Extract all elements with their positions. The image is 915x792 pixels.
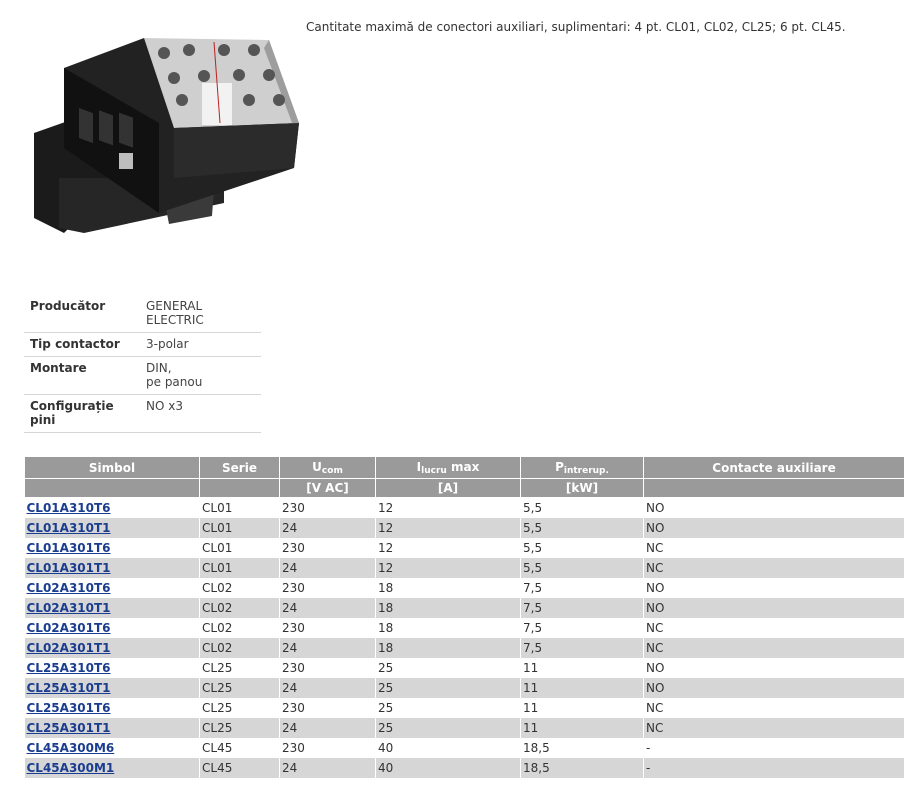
ilucru-cell: 40 [376, 758, 521, 778]
serie-cell: CL01 [200, 538, 280, 558]
contacte-cell: NO [644, 678, 905, 698]
ucom-cell: 24 [280, 518, 376, 538]
serie-cell: CL01 [200, 518, 280, 538]
pintrerup-cell: 18,5 [521, 758, 644, 778]
property-row [24, 357, 261, 395]
table-row [25, 618, 905, 638]
property-label: Montare [24, 357, 140, 395]
product-variants-table [24, 456, 905, 778]
simbol-cell [25, 758, 200, 778]
pintrerup-subscript: intrerup. [563, 465, 609, 476]
pintrerup-cell: 18,5 [521, 738, 644, 758]
simbol-cell [25, 718, 200, 738]
simbol-cell [25, 738, 200, 758]
property-row [24, 333, 261, 357]
table-row [25, 698, 905, 718]
ilucru-symbol: I [416, 459, 422, 474]
column-header-ilucru[interactable] [376, 457, 521, 479]
ucom-cell: 230 [280, 498, 376, 518]
ucom-cell: 24 [280, 558, 376, 578]
product-symbol-link[interactable]: CL02A301T1 [26, 640, 111, 655]
contacte-cell: NO [644, 658, 905, 678]
ilucru-suffix: max [446, 459, 480, 474]
property-label: Tip contactor [24, 333, 140, 357]
table-row [25, 498, 905, 518]
column-header-pintrerup[interactable] [521, 457, 644, 479]
serie-cell: CL01 [200, 498, 280, 518]
property-value: DIN, pe panou [140, 357, 261, 395]
contacte-cell: NO [644, 518, 905, 538]
unit-cell [644, 479, 905, 498]
serie-cell: CL02 [200, 618, 280, 638]
product-symbol-link[interactable]: CL02A301T6 [26, 620, 111, 635]
simbol-cell [25, 538, 200, 558]
table-row [25, 558, 905, 578]
ilucru-cell: 12 [376, 538, 521, 558]
product-symbol-link[interactable]: CL25A310T6 [26, 660, 111, 675]
serie-cell: CL25 [200, 678, 280, 698]
ucom-symbol: U [312, 459, 322, 474]
property-value: 3-polar [140, 333, 261, 357]
contacte-cell: NO [644, 598, 905, 618]
contacte-cell: NC [644, 718, 905, 738]
contacte-cell: - [644, 758, 905, 778]
ucom-subscript: com [321, 465, 343, 476]
serie-cell: CL01 [200, 558, 280, 578]
pintrerup-cell: 5,5 [521, 498, 644, 518]
pintrerup-cell: 11 [521, 718, 644, 738]
pintrerup-symbol: P [555, 459, 564, 474]
table-row [25, 678, 905, 698]
pintrerup-cell: 11 [521, 678, 644, 698]
unit-cell: [A] [376, 479, 521, 498]
serie-cell: CL02 [200, 638, 280, 658]
simbol-cell [25, 518, 200, 538]
simbol-cell [25, 638, 200, 658]
table-header-row [25, 457, 905, 479]
table-row [25, 638, 905, 658]
ucom-cell: 24 [280, 598, 376, 618]
ucom-cell: 230 [280, 698, 376, 718]
ucom-cell: 24 [280, 758, 376, 778]
ilucru-cell: 25 [376, 718, 521, 738]
product-symbol-link[interactable]: CL01A301T1 [26, 560, 111, 575]
ucom-cell: 24 [280, 638, 376, 658]
column-header-contacte[interactable]: Contacte auxiliare [644, 457, 905, 479]
property-label: Producător [24, 295, 140, 333]
pintrerup-cell: 5,5 [521, 538, 644, 558]
product-symbol-link[interactable]: CL25A310T1 [26, 680, 111, 695]
table-row [25, 718, 905, 738]
ilucru-cell: 25 [376, 658, 521, 678]
contacte-cell: NC [644, 618, 905, 638]
ilucru-cell: 18 [376, 598, 521, 618]
pintrerup-cell: 11 [521, 698, 644, 718]
property-label: Configurație pini [24, 395, 140, 433]
product-symbol-link[interactable]: CL45A300M1 [26, 760, 115, 775]
ucom-cell: 24 [280, 718, 376, 738]
ucom-cell: 230 [280, 578, 376, 598]
pintrerup-cell: 7,5 [521, 618, 644, 638]
serie-cell: CL25 [200, 718, 280, 738]
product-symbol-link[interactable]: CL02A310T6 [26, 580, 111, 595]
pintrerup-cell: 7,5 [521, 578, 644, 598]
table-row [25, 738, 905, 758]
table-row [25, 518, 905, 538]
product-symbol-link[interactable]: CL45A300M6 [26, 740, 115, 755]
contacte-cell: NC [644, 558, 905, 578]
table-row [25, 538, 905, 558]
simbol-cell [25, 698, 200, 718]
simbol-cell [25, 558, 200, 578]
pintrerup-cell: 7,5 [521, 598, 644, 618]
simbol-cell [25, 658, 200, 678]
property-value: GENERAL ELECTRIC [140, 295, 261, 333]
serie-cell: CL02 [200, 578, 280, 598]
property-row [24, 395, 261, 433]
ilucru-cell: 25 [376, 698, 521, 718]
ucom-cell: 230 [280, 738, 376, 758]
product-symbol-link[interactable]: CL01A310T6 [26, 500, 111, 515]
unit-cell: [V AC] [280, 479, 376, 498]
contacte-cell: NO [644, 498, 905, 518]
serie-cell: CL02 [200, 598, 280, 618]
product-symbol-link[interactable]: CL25A301T1 [26, 720, 111, 735]
ilucru-cell: 25 [376, 678, 521, 698]
ilucru-cell: 12 [376, 518, 521, 538]
simbol-cell [25, 618, 200, 638]
column-header-ucom[interactable] [280, 457, 376, 479]
product-properties-table [24, 295, 261, 433]
contacte-cell: - [644, 738, 905, 758]
contacte-cell: NO [644, 578, 905, 598]
product-symbol-link[interactable]: CL02A310T1 [26, 600, 111, 615]
ilucru-cell: 18 [376, 618, 521, 638]
pintrerup-cell: 11 [521, 658, 644, 678]
simbol-cell [25, 578, 200, 598]
unit-cell [25, 479, 200, 498]
contacte-cell: NC [644, 638, 905, 658]
simbol-cell [25, 598, 200, 618]
contacte-cell: NC [644, 698, 905, 718]
ucom-cell: 24 [280, 678, 376, 698]
pintrerup-cell: 7,5 [521, 638, 644, 658]
pintrerup-cell: 5,5 [521, 518, 644, 538]
simbol-cell [25, 678, 200, 698]
serie-cell: CL45 [200, 758, 280, 778]
auxiliary-connectors-description: Cantitate maximă de conectori auxiliari, suplimentari: 4 pt. CL01, CL02, CL25; 6 pt. CL45. [306, 20, 846, 34]
contacte-cell: NC [644, 538, 905, 558]
table-units-row [25, 479, 905, 498]
ilucru-subscript: lucru [421, 465, 447, 476]
ucom-cell: 230 [280, 538, 376, 558]
column-header-simbol[interactable]: Simbol [25, 457, 200, 479]
property-row [24, 295, 261, 333]
table-row [25, 758, 905, 778]
ilucru-cell: 12 [376, 558, 521, 578]
ucom-cell: 230 [280, 618, 376, 638]
ilucru-cell: 18 [376, 638, 521, 658]
contactor-product-image [24, 28, 304, 240]
ilucru-cell: 18 [376, 578, 521, 598]
table-row [25, 598, 905, 618]
table-row [25, 658, 905, 678]
table-row [25, 578, 905, 598]
product-symbol-link[interactable]: CL01A310T1 [26, 520, 111, 535]
serie-cell: CL25 [200, 658, 280, 678]
property-value: NO x3 [140, 395, 261, 433]
column-header-serie[interactable]: Serie [200, 457, 280, 479]
simbol-cell [25, 498, 200, 518]
serie-cell: CL45 [200, 738, 280, 758]
unit-cell [200, 479, 280, 498]
ilucru-cell: 40 [376, 738, 521, 758]
unit-cell: [kW] [521, 479, 644, 498]
serie-cell: CL25 [200, 698, 280, 718]
pintrerup-cell: 5,5 [521, 558, 644, 578]
ilucru-cell: 12 [376, 498, 521, 518]
product-symbol-link[interactable]: CL01A301T6 [26, 540, 111, 555]
ucom-cell: 230 [280, 658, 376, 678]
product-symbol-link[interactable]: CL25A301T6 [26, 700, 111, 715]
